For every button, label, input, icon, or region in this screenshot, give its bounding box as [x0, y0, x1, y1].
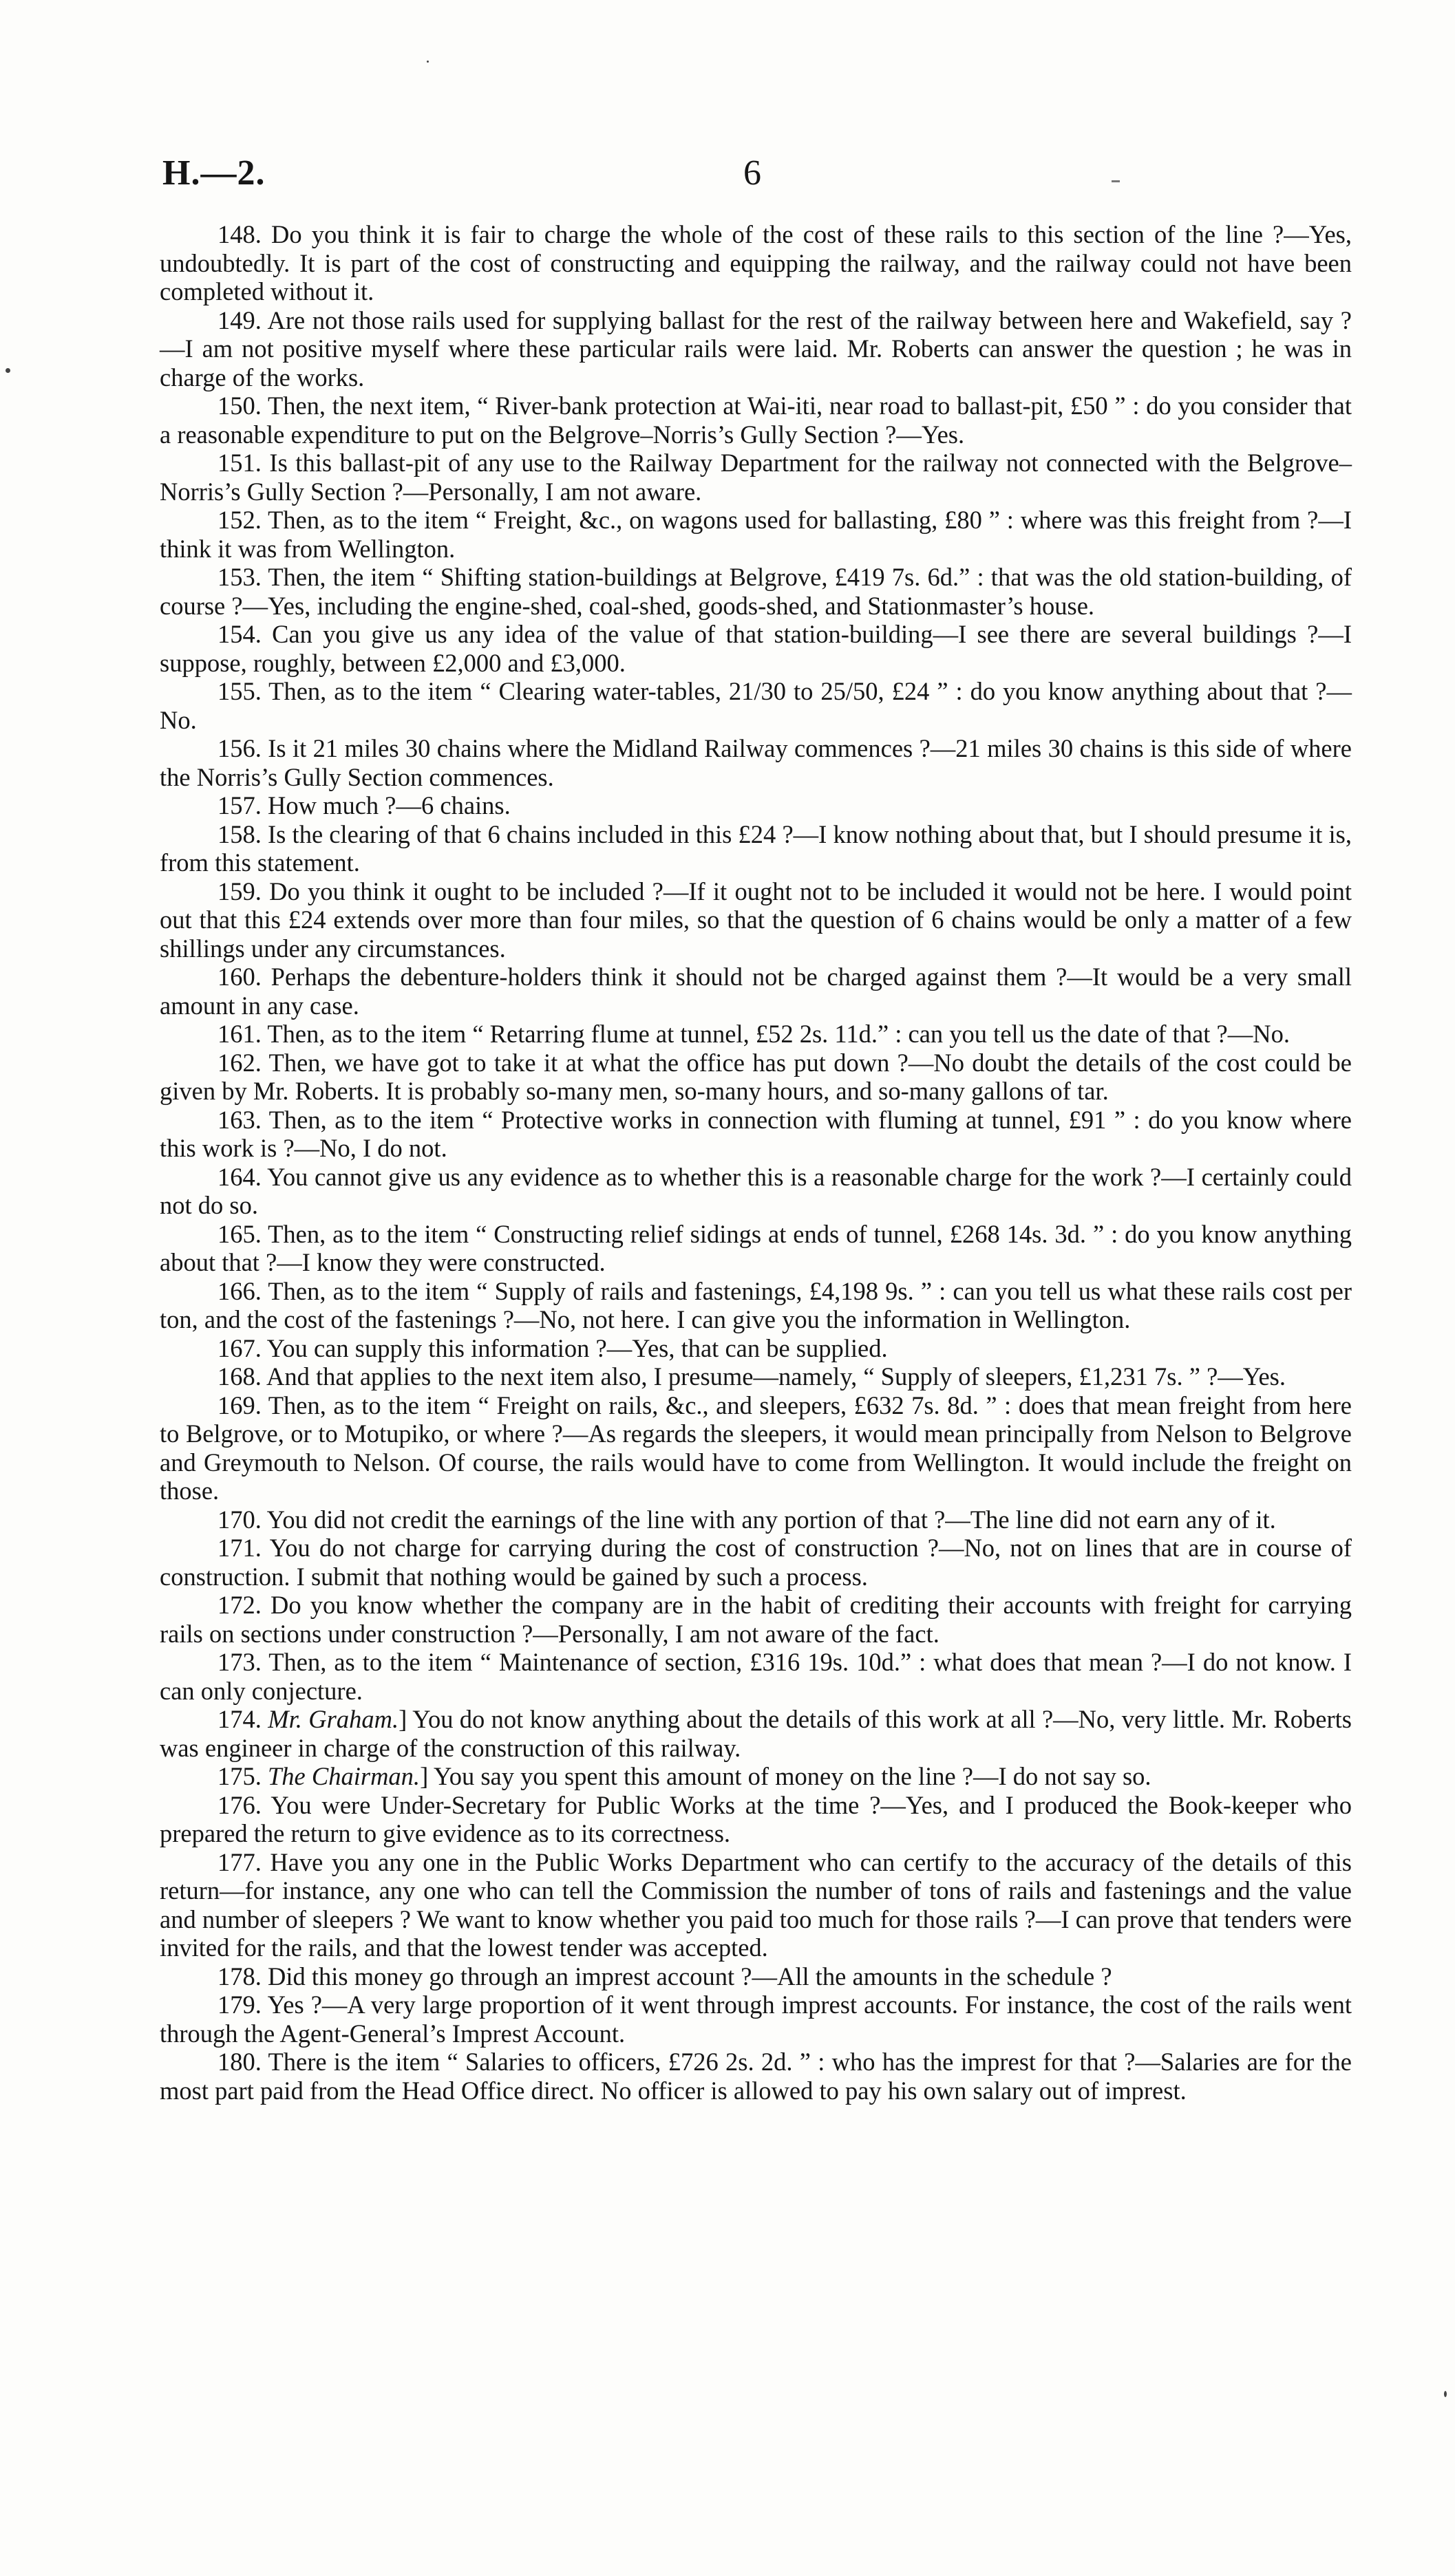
speaker-name: Mr. Graham.: [268, 1705, 399, 1733]
question-163: 163. Then, as to the item “ Protective works in connection with fluming at tunnel, £91 ” : do you know where this work is ?—No, I do not.: [160, 1105, 1352, 1162]
question-164: 164. You cannot give us any evidence as to whether this is a reasonable charge for the work ?—I certainly could not do so.: [160, 1162, 1352, 1219]
question-154: 154. Can you give us any idea of the value of that station-building—I see there are several buildings ?—I suppose, roughly, between £2,000 and £3,000.: [160, 620, 1352, 677]
question-166: 166. Then, as to the item “ Supply of rails and fastenings, £4,198 9s. ” : can you tell us what these rails cost per ton, and the cost of the fastenings ?—No, not here. I can give you the information in Wellington.: [160, 1276, 1352, 1333]
question-148: 148. Do you think it is fair to charge the whole of the cost of these rails to this section of the line ?—Yes, undoubtedly. It is part of the cost of constructing and equipping the railway, and the railway could not have been completed without it.: [160, 220, 1352, 305]
question-151: 151. Is this ballast-pit of any use to the Railway Department for the railway not connected with the Belgrove–Norris’s Gully Section ?—Personally, I am not aware.: [160, 449, 1352, 506]
question-149: 149. Are not those rails used for supplying ballast for the rest of the railway between here and Wakefield, say ?—I am not positive myself where these particular rails were laid. Mr. Roberts can answer the question ; he was in charge of the works.: [160, 305, 1352, 391]
question-180: 180. There is the item “ Salaries to officers, £726 2s. 2d. ” : who has the imprest for that ?—Salaries are for the most part paid from the Head Office direct. No officer is allowed to pay his own salary out of imprest.: [160, 2048, 1352, 2105]
question-177: 177. Have you any one in the Public Works Department who can certify to the accuracy of the details of this return—for instance, any one who can tell the Commission the number of tons of rails and fastenings and the value and number of sleepers ? We want to know whether you paid too much for those rails ?—I can prove that tenders were invited for the rails, and that the lowest tender was accepted.: [160, 1847, 1352, 1962]
question-173: 173. Then, as to the item “ Maintenance of section, £316 19s. 10d.” : what does that mean ?—I do not know. I can only conjecture.: [160, 1648, 1352, 1705]
question-157: 157. How much ?—6 chains.: [217, 791, 511, 819]
question-155: 155. Then, as to the item “ Clearing water-tables, 21/30 to 25/50, £24 ” : do you know anything about that ?—No.: [160, 677, 1352, 734]
margin-speck: [1444, 2391, 1447, 2397]
question-170: 170. You did not credit the earnings of the line with any portion of that ?—The line did not earn any of it.: [217, 1505, 1276, 1534]
question-161: 161. Then, as to the item “ Retarring flume at tunnel, £52 2s. 11d.” : can you tell us the date of that ?—No.: [217, 1020, 1290, 1048]
question-169: 169. Then, as to the item “ Freight on rails, &c., and sleepers, £632 7s. 8d. ” : does that mean freight from here to Belgrove, or to Motupiko, or where ?—As regards the sleepers, it would mean principally from Nelson to Belgrove and Greymouth to Nelson. Of course, the rails would have to come from Wellington. It would include the freight on those.: [160, 1391, 1352, 1505]
margin-speck: [427, 61, 429, 63]
header-mark: [1112, 180, 1120, 182]
question-178: 178. Did this money go through an imprest account ?—All the amounts in the schedule ?: [217, 1962, 1112, 1990]
question-152: 152. Then, as to the item “ Freight, &c., on wagons used for ballasting, £80 ” : where was this freight from ?—I think it was from Wellington.: [160, 506, 1352, 563]
question-167: 167. You can supply this information ?—Yes, that can be supplied.: [217, 1333, 888, 1362]
question-153: 153. Then, the item “ Shifting station-buildings at Belgrove, £419 7s. 6d.” : that was the old station-building, of course ?—Yes, including the engine-shed, coal-shed, goods-shed, and Stationmaster’s house.: [160, 563, 1352, 620]
question-175: 175. The Chairman.] You say you spent this amount of money on the line ?—I do not say so.: [217, 1762, 1151, 1790]
question-156: 156. Is it 21 miles 30 chains where the Midland Railway commences ?—21 miles 30 chains is this side of where the Norris’s Gully Section commences.: [160, 734, 1352, 791]
document-code: H.—2.: [162, 153, 266, 193]
question-168: 168. And that applies to the next item also, I presume—namely, “ Supply of sleepers, £1,231 7s. ” ?—Yes.: [217, 1362, 1286, 1391]
page-number: 6: [743, 153, 761, 193]
question-159: 159. Do you think it ought to be included ?—If it ought not to be included it would not be here. I would point out that this £24 extends over more than four miles, so that the question of 6 chains would be only a matter of a few shillings under any circumstances.: [160, 877, 1352, 963]
question-179: 179. Yes ?—A very large proportion of it went through imprest accounts. For instance, the cost of the rails went through the Agent-General’s Imprest Account.: [160, 1990, 1352, 2048]
question-172: 172. Do you know whether the company are in the habit of crediting their accounts with freight for carrying rails on sections under construction ?—Personally, I am not aware of the fact.: [160, 1591, 1352, 1648]
question-158: 158. Is the clearing of that 6 chains included in this £24 ?—I know nothing about that, but I should presume it is, from this statement.: [160, 819, 1352, 877]
question-171: 171. You do not charge for carrying during the cost of construction ?—No, not on lines that are in course of construction. I submit that nothing would be gained by such a process.: [160, 1534, 1352, 1591]
question-165: 165. Then, as to the item “ Constructing relief sidings at ends of tunnel, £268 14s. 3d. ” : do you know anything about that ?—I know they were constructed.: [160, 1219, 1352, 1276]
margin-speck: [6, 368, 10, 373]
question-176: 176. You were Under-Secretary for Public Works at the time ?—Yes, and I produced the Book-keeper who prepared the return to give evidence as to its correctness.: [160, 1790, 1352, 1847]
question-150: 150. Then, the next item, “ River-bank protection at Wai-iti, near road to ballast-pit, £50 ” : do you consider that a reasonable expenditure to put on the Belgrove–Norris’s Gully Section ?—Yes.: [160, 391, 1352, 449]
evidence-text: [160, 220, 1352, 2105]
speaker-name: The Chairman.: [268, 1762, 421, 1790]
question-162: 162. Then, we have got to take it at what the office has put down ?—No doubt the details of the cost could be given by Mr. Roberts. It is probably so-many men, so-many hours, and so-many gallons of tar.: [160, 1048, 1352, 1105]
question-160: 160. Perhaps the debenture-holders think it should not be charged against them ?—It would be a very small amount in any case.: [160, 963, 1352, 1020]
question-174: 174. Mr. Graham.] You do not know anything about the details of this work at all ?—No, very little. Mr. Roberts was engineer in charge of the construction of this railway.: [160, 1705, 1352, 1762]
